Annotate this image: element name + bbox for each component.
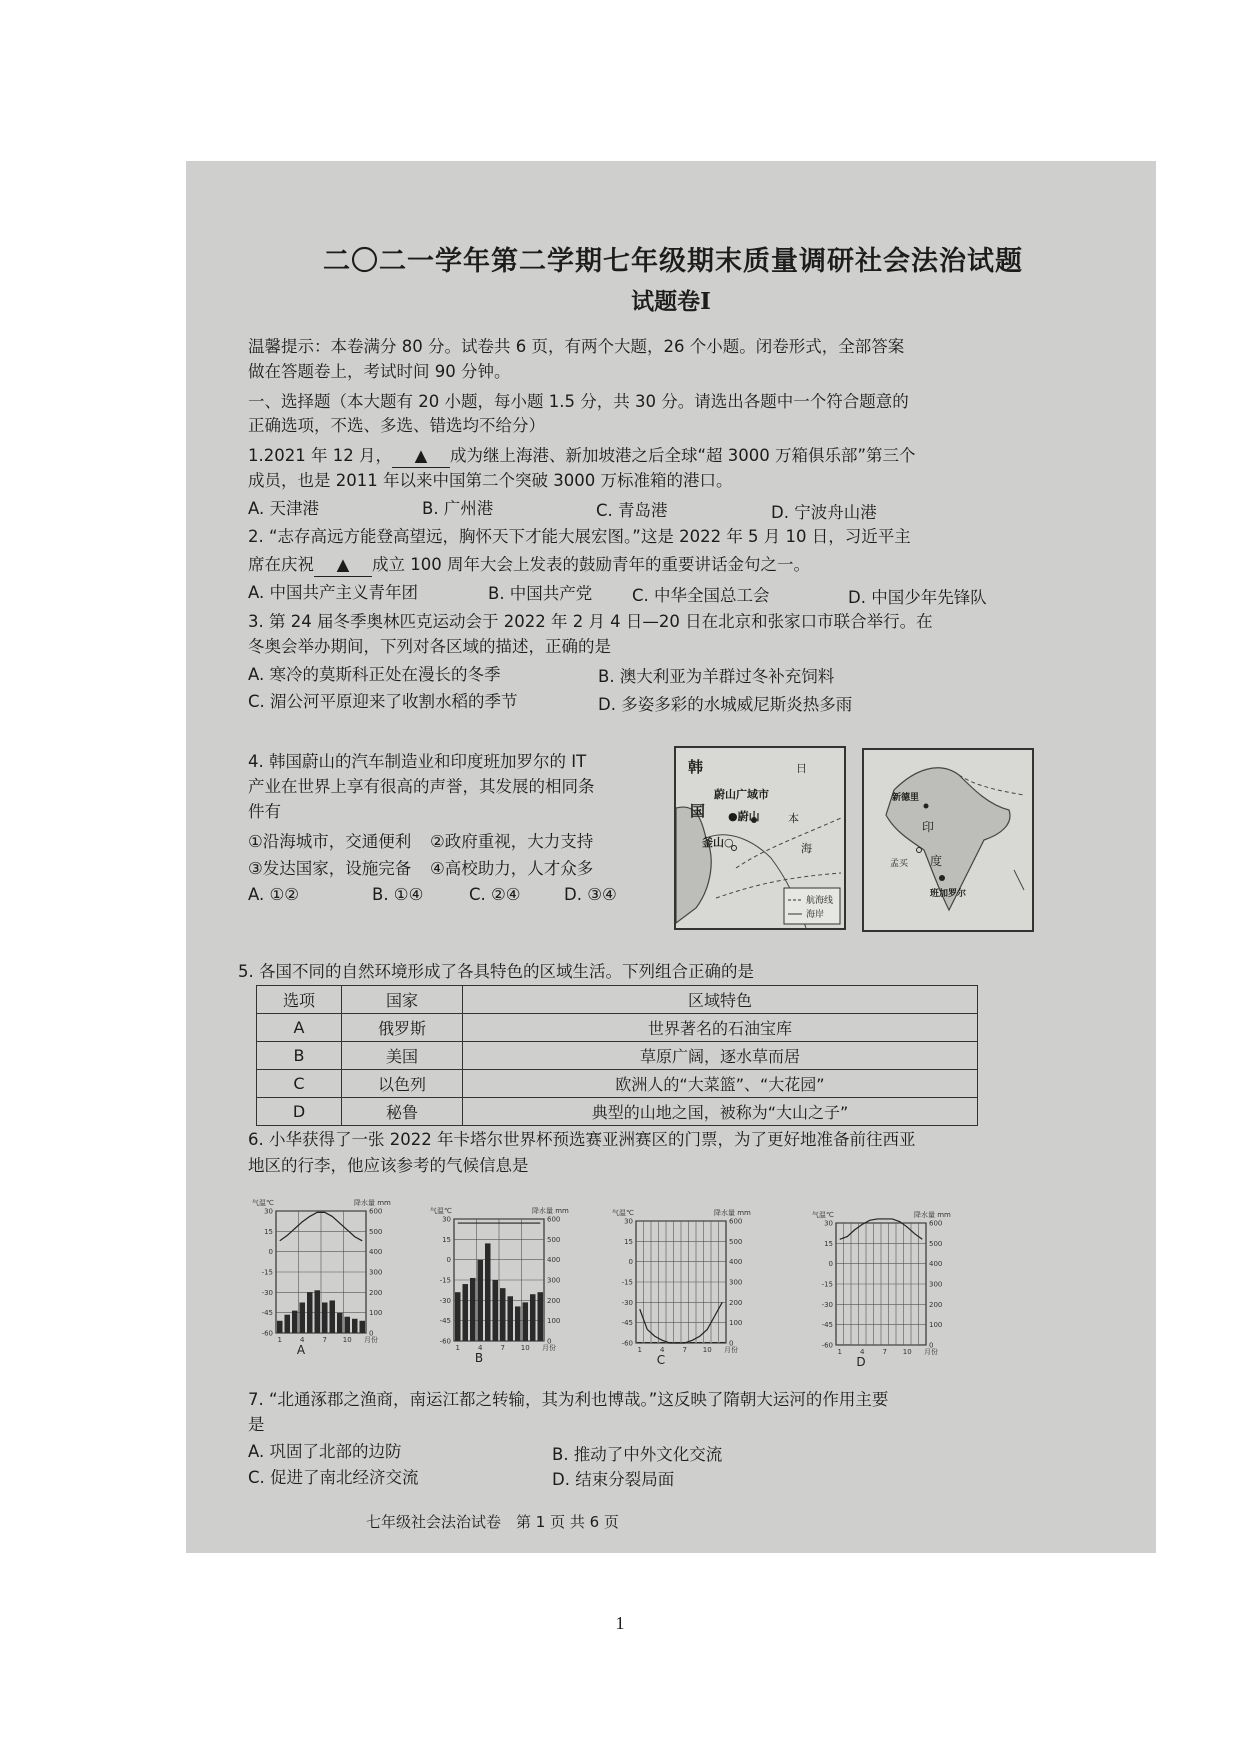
q4-option-b: B. ①④ — [372, 885, 424, 904]
q5-cell: 美国 — [342, 1042, 463, 1070]
chart-tick-temp: -30 — [439, 1296, 451, 1305]
climate-chart-b — [426, 1199, 576, 1368]
table-row — [257, 1014, 978, 1042]
q4-option-a: A. ①② — [248, 885, 300, 904]
chart-tick-precip: 400 — [929, 1260, 943, 1269]
chart-precip-bar — [530, 1294, 536, 1341]
chart-tick-month: 1 — [837, 1348, 842, 1356]
chart-tick-temp: -45 — [821, 1321, 833, 1330]
page-number: 1 — [615, 1613, 625, 1633]
chart-precip-bar — [515, 1306, 521, 1341]
chart-month-label: 月份 — [924, 1348, 938, 1356]
chart-axis-temp-title: 气温℃ — [430, 1207, 452, 1215]
q4-item-2: ②政府重视，大力支持 — [430, 832, 594, 851]
table-row — [257, 1070, 978, 1098]
map1-label-korea: 韩 — [688, 758, 704, 776]
korea-ulsan-map — [674, 746, 846, 930]
q4-stem-3: 件有 — [248, 802, 281, 821]
table-row — [257, 1098, 978, 1126]
chart-precip-bar — [523, 1302, 529, 1341]
chart-precip-bar — [285, 1315, 291, 1333]
india-bangalore-map — [862, 748, 1034, 932]
chart-precip-bar — [500, 1288, 506, 1341]
chart-tick-temp: -15 — [821, 1280, 833, 1289]
q2-option-a: A. 中国共产主义青年团 — [248, 583, 418, 602]
chart-tick-month: 7 — [500, 1344, 505, 1352]
chart-month-label: 月份 — [542, 1344, 556, 1352]
chart-precip-bar — [322, 1303, 328, 1334]
chart-tick-temp: 15 — [264, 1227, 273, 1236]
chart-tick-temp: 30 — [442, 1215, 451, 1224]
chart-precip-bar — [307, 1292, 313, 1333]
q5-header-option: 选项 — [257, 986, 342, 1014]
map1-label-ben: 本 — [788, 812, 799, 825]
section1-line-1: 一、选择题（本大题有 20 小题，每小题 1.5 分，共 30 分。请选出各题中一个符合题意的 — [248, 392, 909, 411]
chart-precip-bar — [508, 1296, 514, 1341]
chart-tick-temp: -30 — [621, 1298, 633, 1307]
q7-option-d: D. 结束分裂局面 — [552, 1470, 675, 1489]
climate-chart-c-svg — [608, 1201, 758, 1366]
chart-precip-bar — [455, 1292, 461, 1341]
q4-item-3: ③发达国家，设施完备 — [248, 859, 412, 878]
q6-stem-2: 地区的行李，他应该参考的气候信息是 — [248, 1156, 529, 1175]
q7-stem-2: 是 — [248, 1415, 265, 1434]
q5-cell: D — [257, 1098, 342, 1126]
chart-tick-precip: 500 — [369, 1227, 383, 1236]
tips-line-1: 温馨提示：本卷满分 80 分。试卷共 6 页，有两个大题，26 个小题。闭卷形式，全部答案 — [248, 337, 905, 356]
climate-chart-a-svg — [248, 1191, 398, 1356]
q1-stem — [248, 445, 916, 468]
chart-axis-temp-title: 气温℃ — [812, 1211, 834, 1219]
map2-label-mumbai: 孟买 — [890, 859, 909, 869]
chart-precip-bar — [330, 1300, 336, 1333]
chart-tick-month: 1 — [455, 1344, 460, 1352]
q2-stem-1: 2. “志存高远方能登高望远，胸怀天下才能大展宏图。”这是 2022 年 5 月 10 日，习近平主 — [248, 527, 911, 546]
q3-option-b: B. 澳大利亚为羊群过冬补充饲料 — [598, 667, 835, 686]
map2-label-bangalore: 班加罗尔 — [930, 889, 967, 899]
q4-stem-2: 产业在世界上享有很高的声誉，其发展的相同条 — [248, 777, 595, 796]
chart-tick-precip: 100 — [729, 1319, 743, 1328]
chart-axis-precip-title: 降水量 mm — [914, 1211, 951, 1219]
climate-chart-c — [608, 1201, 758, 1370]
chart-tick-month: 4 — [300, 1336, 305, 1344]
chart-tick-precip: 300 — [929, 1280, 943, 1289]
chart-precip-bar — [712, 1342, 718, 1343]
chart-tick-month: 10 — [902, 1348, 912, 1356]
section1-line-2: 正确选项，不选、多选、错选均不给分） — [248, 416, 545, 435]
exam-subtitle: 试题卷Ⅰ — [631, 288, 711, 315]
chart-tick-temp: -30 — [821, 1300, 833, 1309]
chart-tick-precip: 0 — [729, 1339, 734, 1348]
chart-tick-month: 10 — [702, 1346, 712, 1354]
chart-tick-temp: -60 — [821, 1341, 833, 1350]
chart-precip-bar — [470, 1278, 476, 1341]
map2-label-delhi: 新德里 — [892, 793, 920, 803]
q3-option-c: C. 湄公河平原迎来了收割水稻的季节 — [248, 692, 518, 711]
map1-label-ri: 日 — [796, 762, 807, 775]
chart-tick-month: 4 — [860, 1348, 865, 1356]
chart-axis-precip-title: 降水量 mm — [354, 1199, 391, 1207]
chart-tick-precip: 200 — [729, 1298, 743, 1307]
chart-tick-precip: 100 — [929, 1321, 943, 1330]
chart-precip-bar — [337, 1313, 343, 1333]
chart-tick-temp: 15 — [824, 1239, 833, 1248]
chart-tick-precip: 200 — [547, 1296, 561, 1305]
chart-tick-precip: 100 — [369, 1309, 383, 1318]
chart-tick-precip: 500 — [547, 1235, 561, 1244]
chart-tick-precip: 600 — [547, 1215, 561, 1224]
climate-chart-b-svg — [426, 1199, 576, 1364]
chart-tick-precip: 200 — [929, 1300, 943, 1309]
chart-precip-bar — [463, 1284, 469, 1341]
chart-precip-bar — [697, 1342, 703, 1343]
chart-tick-temp: -30 — [261, 1288, 273, 1297]
q2-option-c: C. 中华全国总工会 — [632, 586, 770, 605]
q4-item-1: ①沿海城市，交通便利 — [248, 832, 412, 851]
q5-cell: B — [257, 1042, 342, 1070]
map2-label-du: 度 — [930, 854, 943, 868]
q5-table — [256, 985, 978, 1126]
q5-header-row — [257, 986, 978, 1014]
chart-tick-temp: 30 — [824, 1219, 833, 1228]
q1-option-c: C. 青岛港 — [596, 501, 668, 520]
q3-option-d: D. 多姿多彩的水城威尼斯炎热多雨 — [598, 695, 853, 714]
q5-stem: 5. 各国不同的自然环境形成了各具特色的区域生活。下列组合正确的是 — [238, 962, 754, 981]
chart-tick-month: 4 — [478, 1344, 483, 1352]
q7-option-b: B. 推动了中外文化交流 — [552, 1445, 723, 1464]
chart-precip-bar — [660, 1342, 666, 1343]
chart-tick-temp: -60 — [621, 1339, 633, 1348]
map2-label-yin: 印 — [922, 820, 935, 834]
chart-tick-temp: -45 — [261, 1309, 273, 1318]
exam-title: 二〇二一学年第二学期七年级期末质量调研社会法治试题 — [323, 246, 1023, 277]
chart-tick-precip: 100 — [547, 1317, 561, 1326]
climate-chart-d — [808, 1203, 958, 1372]
chart-tick-precip: 0 — [929, 1341, 934, 1350]
q5-cell: 秘鲁 — [342, 1098, 463, 1126]
chart-letter-label: D — [856, 1355, 866, 1368]
q2-option-d: D. 中国少年先锋队 — [848, 588, 987, 607]
map1-legend-shipping: 航海线 — [806, 896, 834, 906]
chart-month-label: 月份 — [364, 1336, 378, 1344]
q2-pre: 席在庆祝 — [248, 555, 314, 574]
chart-tick-temp: 15 — [442, 1235, 451, 1244]
q4-option-c: C. ②④ — [469, 885, 521, 904]
chart-letter-label: B — [474, 1351, 484, 1364]
map1-legend-coast: 海岸 — [806, 910, 825, 920]
chart-tick-precip: 400 — [369, 1248, 383, 1257]
q7-stem-1: 7. “北通涿郡之渔商，南运江都之转输，其为利也博哉。”这反映了隋朝大运河的作用主要 — [248, 1390, 889, 1409]
q5-cell: 以色列 — [342, 1070, 463, 1098]
q7-option-c: C. 促进了南北经济交流 — [248, 1468, 419, 1487]
chart-precip-bar — [360, 1321, 366, 1333]
q5-cell: 俄罗斯 — [342, 1014, 463, 1042]
chart-month-label: 月份 — [724, 1346, 738, 1354]
q2-blank: ▲ — [314, 554, 372, 577]
map1-label-busan: 釜山○ — [702, 836, 734, 849]
map1-label-hai: 海 — [801, 842, 812, 855]
chart-letter-label: A — [296, 1343, 306, 1356]
chart-precip-bar — [720, 1342, 726, 1343]
chart-precip-bar — [315, 1290, 321, 1333]
chart-precip-bar — [637, 1342, 643, 1343]
chart-tick-temp: 30 — [264, 1207, 273, 1216]
chart-tick-temp: 30 — [624, 1217, 633, 1226]
chart-precip-bar — [645, 1342, 651, 1343]
chart-precip-bar — [652, 1342, 658, 1343]
q1-option-a: A. 天津港 — [248, 499, 319, 518]
chart-tick-precip: 600 — [929, 1219, 943, 1228]
chart-tick-temp: -60 — [261, 1329, 273, 1338]
chart-precip-bar — [493, 1280, 499, 1341]
chart-axis-temp-title: 气温℃ — [612, 1209, 634, 1217]
map1-label-ulsan: ●蔚山 — [728, 810, 760, 823]
chart-tick-temp: -15 — [621, 1278, 633, 1287]
map1-label-ulsan-metro: 蔚山广域市 — [714, 788, 769, 801]
chart-tick-precip: 600 — [369, 1207, 383, 1216]
chart-tick-month: 7 — [682, 1346, 687, 1354]
map1-label-guo: 国 — [690, 802, 706, 820]
q5-cell: 世界著名的石油宝库 — [463, 1014, 978, 1042]
q1-option-b: B. 广州港 — [422, 499, 494, 518]
chart-tick-month: 7 — [882, 1348, 887, 1356]
chart-tick-precip: 0 — [369, 1329, 374, 1338]
chart-letter-label: C — [656, 1353, 666, 1366]
q2-stem-2 — [248, 554, 810, 577]
q5-cell: A — [257, 1014, 342, 1042]
q4-option-d: D. ③④ — [564, 885, 617, 904]
chart-precip-bar — [538, 1292, 544, 1341]
chart-precip-bar — [345, 1317, 351, 1333]
chart-tick-precip: 300 — [369, 1268, 383, 1277]
chart-tick-precip: 200 — [369, 1288, 383, 1297]
chart-precip-bar — [705, 1342, 711, 1343]
chart-tick-month: 1 — [637, 1346, 642, 1354]
chart-tick-precip: 500 — [929, 1239, 943, 1248]
q6-stem-1: 6. 小华获得了一张 2022 年卡塔尔世界杯预选赛亚洲赛区的门票，为了更好地准备前往西亚 — [248, 1130, 916, 1149]
chart-tick-month: 7 — [322, 1336, 327, 1344]
chart-precip-bar — [690, 1342, 696, 1343]
chart-tick-temp: -45 — [439, 1317, 451, 1326]
chart-axis-precip-title: 降水量 mm — [714, 1209, 751, 1217]
chart-tick-temp: 15 — [624, 1237, 633, 1246]
q5-header-country: 国家 — [342, 986, 463, 1014]
chart-tick-precip: 300 — [729, 1278, 743, 1287]
q4-item-4: ④高校助力，人才众多 — [430, 859, 594, 878]
chart-tick-month: 1 — [277, 1336, 282, 1344]
q5-cell: 欧洲人的“大菜篮”、“大花园” — [463, 1070, 978, 1098]
chart-precip-bar — [478, 1260, 484, 1341]
q7-option-a: A. 巩固了北部的边防 — [248, 1442, 402, 1461]
table-row — [257, 1042, 978, 1070]
chart-tick-temp: -15 — [261, 1268, 273, 1277]
q3-stem-2: 冬奥会举办期间，下列对各区域的描述，正确的是 — [248, 637, 611, 656]
q1-blank: ▲ — [392, 445, 450, 468]
q5-cell: 典型的山地之国，被称为“大山之子” — [463, 1098, 978, 1126]
chart-tick-month: 4 — [660, 1346, 665, 1354]
q1-stem-2: 成员，也是 2011 年以来中国第二个突破 3000 万标准箱的港口。 — [248, 471, 733, 490]
chart-tick-temp: 0 — [446, 1256, 451, 1265]
q2-option-b: B. 中国共产党 — [488, 584, 593, 603]
q5-header-feature: 区域特色 — [463, 986, 978, 1014]
chart-precip-bar — [485, 1243, 491, 1341]
chart-tick-temp: 0 — [828, 1260, 833, 1269]
chart-tick-precip: 400 — [547, 1256, 561, 1265]
tips-line-2: 做在答题卷上，考试时间 90 分钟。 — [248, 362, 511, 381]
chart-tick-month: 10 — [342, 1336, 352, 1344]
chart-tick-temp: 0 — [268, 1248, 273, 1257]
chart-tick-precip: 300 — [547, 1276, 561, 1285]
chart-tick-precip: 400 — [729, 1258, 743, 1267]
chart-tick-precip: 0 — [547, 1337, 552, 1346]
chart-axis-precip-title: 降水量 mm — [532, 1207, 569, 1215]
chart-tick-temp: -45 — [621, 1319, 633, 1328]
q5-cell: 草原广阔，逐水草而居 — [463, 1042, 978, 1070]
chart-tick-temp: 0 — [628, 1258, 633, 1267]
scanned-exam-sheet — [186, 161, 1156, 1553]
chart-axis-temp-title: 气温℃ — [252, 1199, 274, 1207]
page-footer: 七年级社会法治试卷 第 1 页 共 6 页 — [366, 1513, 619, 1531]
chart-tick-temp: -60 — [439, 1337, 451, 1346]
chart-tick-temp: -15 — [439, 1276, 451, 1285]
q3-option-a: A. 寒冷的莫斯科正处在漫长的冬季 — [248, 665, 501, 684]
chart-precip-bar — [300, 1303, 306, 1334]
q1-post: 成为继上海港、新加坡港之后全球“超 3000 万箱俱乐部”第三个 — [449, 446, 916, 465]
chart-precip-bar — [352, 1319, 358, 1333]
chart-precip-bar — [277, 1321, 283, 1333]
q4-stem-1: 4. 韩国蔚山的汽车制造业和印度班加罗尔的 IT — [248, 752, 587, 771]
q1-option-d: D. 宁波舟山港 — [771, 503, 877, 522]
chart-tick-precip: 600 — [729, 1217, 743, 1226]
q2-post: 成立 100 周年大会上发表的鼓励青年的重要讲话金句之一。 — [372, 555, 810, 574]
chart-tick-month: 10 — [520, 1344, 530, 1352]
india-map-graphic — [864, 750, 1032, 930]
q1-pre: 1.2021 年 12 月， — [248, 446, 392, 465]
q5-cell: C — [257, 1070, 342, 1098]
chart-precip-bar — [292, 1311, 298, 1333]
q3-stem-1: 3. 第 24 届冬季奥林匹克运动会于 2022 年 2 月 4 日—20 日在北京和张家口市联合举行。在 — [248, 612, 933, 631]
chart-tick-precip: 500 — [729, 1237, 743, 1246]
climate-chart-a — [248, 1191, 398, 1360]
climate-chart-d-svg — [808, 1203, 958, 1368]
